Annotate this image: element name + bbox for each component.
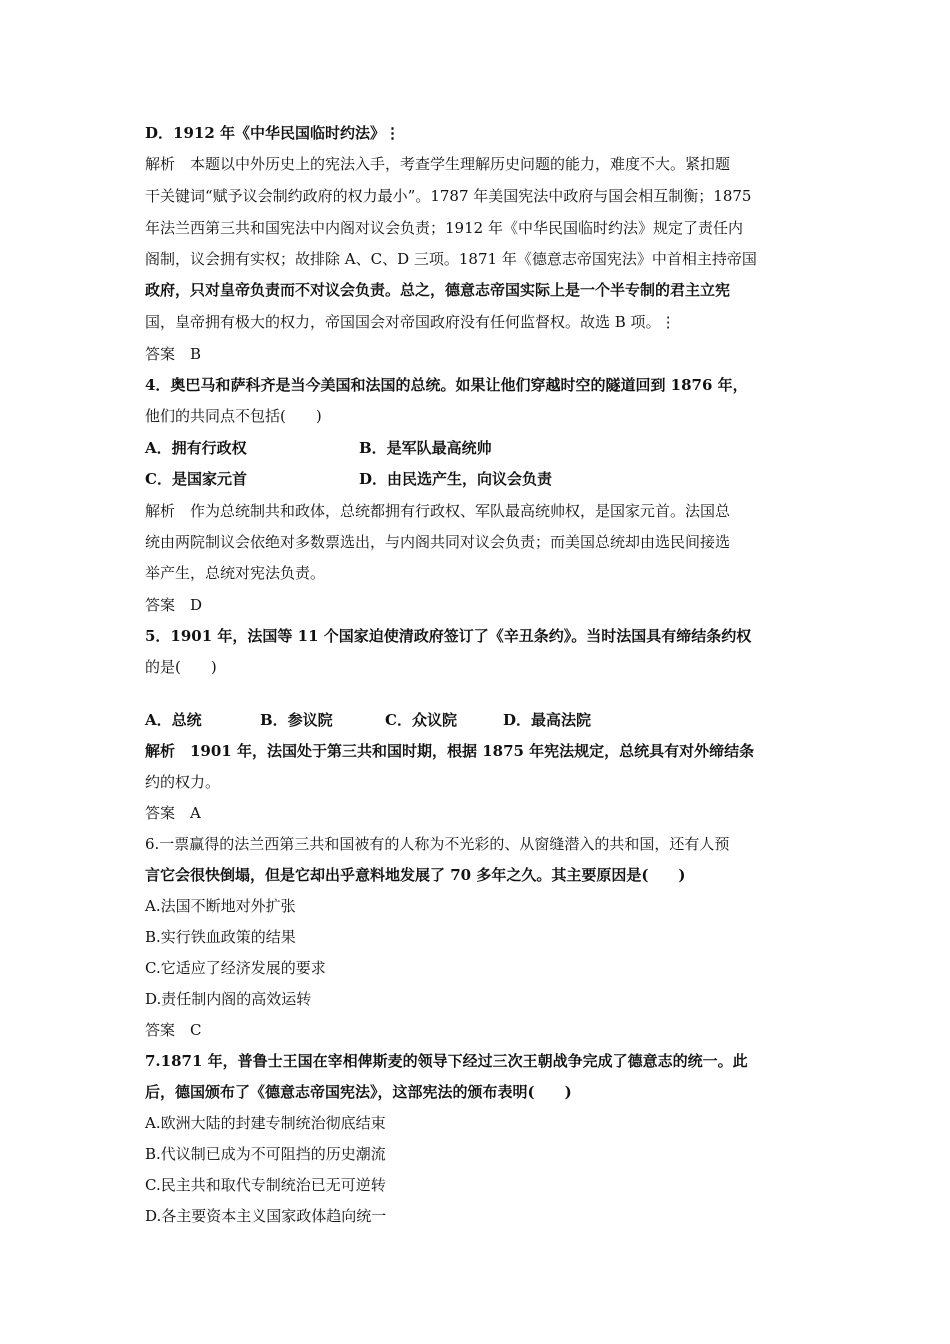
question-6: 言它会很快倒塌，但是它却出乎意料地发展了 70 多年之久。其主要原因是( ) [145,866,686,884]
analysis-line: 约的权力。 [145,773,221,791]
answer-line: 答案 C [145,1021,202,1039]
analysis-line: 解析 作为总统制共和政体，总统都拥有行政权、军队最高统帅权，是国家元首。法国总 [145,502,731,520]
q6-option-c: C.它适应了经济发展的要求 [145,959,326,977]
answer-line: 答案 B [145,345,202,363]
q6-option-d: D.责任制内阁的高效运转 [145,990,312,1008]
q4-option-b: B．是军队最高统帅 [359,439,492,457]
analysis-line: 统由两院制议会依绝对多数票选出，与内阁共同对议会负责；而美国总统却由选民间接选 [145,533,731,551]
question-5: 5．1901 年，法国等 11 个国家迫使清政府签订了《辛丑条约》。当时法国具有缔结条约权 [145,627,752,645]
analysis-line: 国，皇帝拥有极大的权力，帝国国会对帝国政府没有任何监督权。故选 B 项。⋮ [145,313,676,331]
answer-line: 答案 D [145,596,203,614]
q5-option-b: B．参议院 [260,711,333,729]
analysis-line: 年法兰西第三共和国宪法中内阁对议会负责；1912 年《中华民国临时约法》规定了责任内 [145,219,743,237]
question-4: 他们的共同点不包括( ) [145,407,322,425]
q6-option-b: B.实行铁血政策的结果 [145,928,296,946]
question-5: 的是( ) [145,658,217,676]
question-7: 7.1871 年，普鲁士王国在宰相俾斯麦的领导下经过三次王朝战争完成了德意志的统一。此 [145,1052,748,1070]
q4-option-d: D．由民选产生，向议会负责 [359,470,553,488]
q4-option-a: A．拥有行政权 [145,439,247,457]
analysis-line: 解析 本题以中外历史上的宪法入手，考查学生理解历史问题的能力，难度不大。紧扣题 [145,155,731,173]
option-d-line: D．1912 年《中华民国临时约法》⋮ [145,124,400,142]
q7-option-d: D.各主要资本主义国家政体趋向统一 [145,1207,387,1225]
q6-option-a: A.法国不断地对外扩张 [145,897,296,915]
q7-option-c: C.民主共和取代专制统治已无可逆转 [145,1176,386,1194]
analysis-line: 解析 1901 年，法国处于第三共和国时期，根据 1875 年宪法规定，总统具有对外缔结条 [145,742,755,760]
q4-option-c: C．是国家元首 [145,470,247,488]
q7-option-b: B.代议制已成为不可阻挡的历史潮流 [145,1145,386,1163]
analysis-line: 干关键词“赋予议会制约政府的权力最小”。1787 年美国宪法中政府与国会相互制衡；1875 [145,187,752,205]
analysis-line: 阁制，议会拥有实权；故排除 A、C、D 三项。1871 年《德意志帝国宪法》中首相主持帝国 [145,250,757,268]
question-7: 后，德国颁布了《德意志帝国宪法》，这部宪法的颁布表明( ) [145,1083,572,1101]
analysis-line: 政府，只对皇帝负责而不对议会负责。总之，德意志帝国实际上是一个半专制的君主立宪 [145,281,731,299]
q5-option-a: A．总统 [145,711,202,729]
question-6: 6.一票赢得的法兰西第三共和国被有的人称为不光彩的、从窗缝潜入的共和国，还有人预 [145,835,730,853]
q7-option-a: A.欧洲大陆的封建专制统治彻底结束 [145,1114,386,1132]
q5-option-d: D．最高法院 [503,711,592,729]
answer-line: 答案 A [145,804,201,822]
analysis-line: 举产生，总统对宪法负责。 [145,564,326,582]
question-4: 4．奥巴马和萨科齐是当今美国和法国的总统。如果让他们穿越时空的隧道回到 1876 年， [145,376,748,394]
q5-option-c: C．众议院 [385,711,457,729]
